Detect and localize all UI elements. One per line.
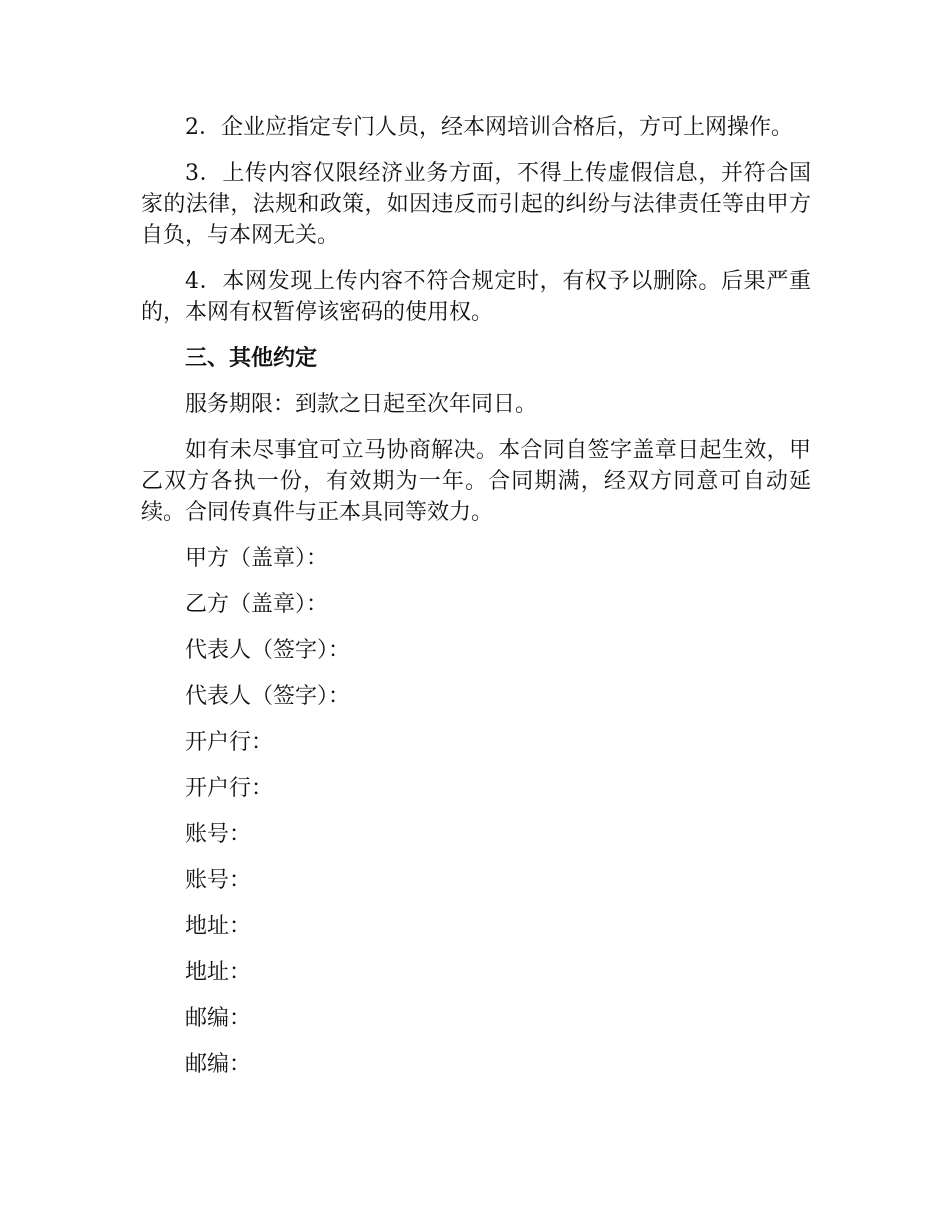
- bank-a: 开户行：: [185, 730, 274, 755]
- account-a: 账号：: [185, 822, 252, 847]
- section-heading: 三、其他约定: [185, 346, 318, 371]
- postcode-a: 邮编：: [185, 1006, 252, 1031]
- contract-terms: 如有未尽事宜可立马协商解决。本合同自签字盖章日起生效，甲乙双方各执一份，有效期为一年。合同期满，经双方同意可自动延续。合同传真件与正本具同等效力。: [141, 438, 811, 525]
- address-b: 地址：: [185, 960, 252, 985]
- representative-b-signature: 代表人（签字）：: [185, 684, 351, 709]
- clause-3: 3．上传内容仅限经济业务方面，不得上传虚假信息，并符合国家的法律，法规和政策，如因违反而引起的纠纷与法律责任等由甲方自负，与本网无关。: [141, 161, 811, 248]
- address-a: 地址：: [185, 914, 252, 939]
- party-a-seal: 甲方（盖章）：: [185, 546, 329, 571]
- postcode-b: 邮编：: [185, 1052, 252, 1077]
- representative-a-signature: 代表人（签字）：: [185, 638, 351, 663]
- service-period: 服务期限：到款之日起至次年同日。: [185, 392, 538, 417]
- bank-b: 开户行：: [185, 776, 274, 801]
- account-b: 账号：: [185, 868, 252, 893]
- clause-2: 2．企业应指定专门人员，经本网培训合格后，方可上网操作。: [185, 115, 793, 140]
- party-b-seal: 乙方（盖章）：: [185, 592, 329, 617]
- document-body: [141, 112, 811, 1095]
- clause-4: 4．本网发现上传内容不符合规定时，有权予以删除。后果严重的，本网有权暂停该密码的使用权。: [141, 269, 811, 325]
